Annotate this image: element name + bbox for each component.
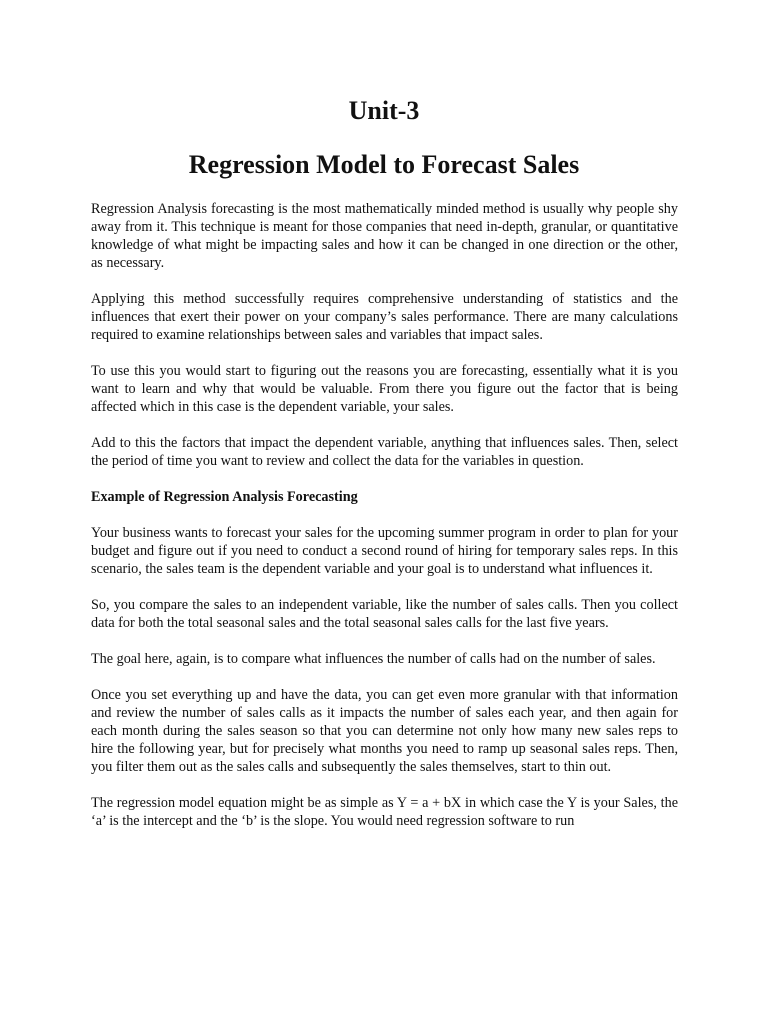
- page-title: Regression Model to Forecast Sales: [188, 150, 580, 179]
- paragraph: The regression model equation might be as simple as Y = a + bX in which case the Y is your Sales, the ‘a’ is the intercept and the ‘b’ is the slope. You would need regression software to run: [91, 795, 678, 829]
- paragraph: So, you compare the sales to an independent variable, like the number of sales calls. Then you collect data for both the total seasonal sales and the total seasonal sales calls for the last five years.: [91, 597, 678, 631]
- section-heading: Example of Regression Analysis Forecasting: [91, 489, 358, 505]
- paragraph: Once you set everything up and have the data, you can get even more granular with that information and review the number of sales calls as it impacts the number of sales each year, and then again for each month during the sales season so that you can determine not only how many new sales reps to hire the following year, but for precisely what months you need to ramp up seasonal sales reps. Then, you filter them out as the sales calls and subsequently the sales themselves, start to thin out.: [91, 687, 678, 775]
- paragraph: Applying this method successfully requires comprehensive understanding of statistics and the influences that exert their power on your company’s sales performance. There are many calculations required to examine relationships between sales and variables that impact sales.: [91, 291, 678, 343]
- paragraph: Add to this the factors that impact the dependent variable, anything that influences sales. Then, select the period of time you want to review and collect the data for the variables in question.: [91, 435, 678, 469]
- paragraph: Regression Analysis forecasting is the most mathematically minded method is usually why people shy away from it. This technique is meant for those companies that need in-depth, granular, or quantitative knowledge of what might be impacting sales and how it can be changed in one direction or the other, as necessary.: [91, 201, 678, 271]
- paragraph: The goal here, again, is to compare what influences the number of calls had on the number of sales.: [91, 651, 656, 667]
- unit-label: Unit-3: [348, 96, 420, 125]
- paragraph: Your business wants to forecast your sales for the upcoming summer program in order to plan for your budget and figure out if you need to conduct a second round of hiring for temporary sales reps. In this scenario, the sales team is the dependent variable and your goal is to understand what influences it.: [91, 525, 678, 577]
- document-body: [91, 200, 678, 848]
- paragraph: To use this you would start to figuring out the reasons you are forecasting, essentially what it is you want to learn and why that would be valuable. From there you figure out the factor that is being affected which in this case is the dependent variable, your sales.: [91, 363, 678, 415]
